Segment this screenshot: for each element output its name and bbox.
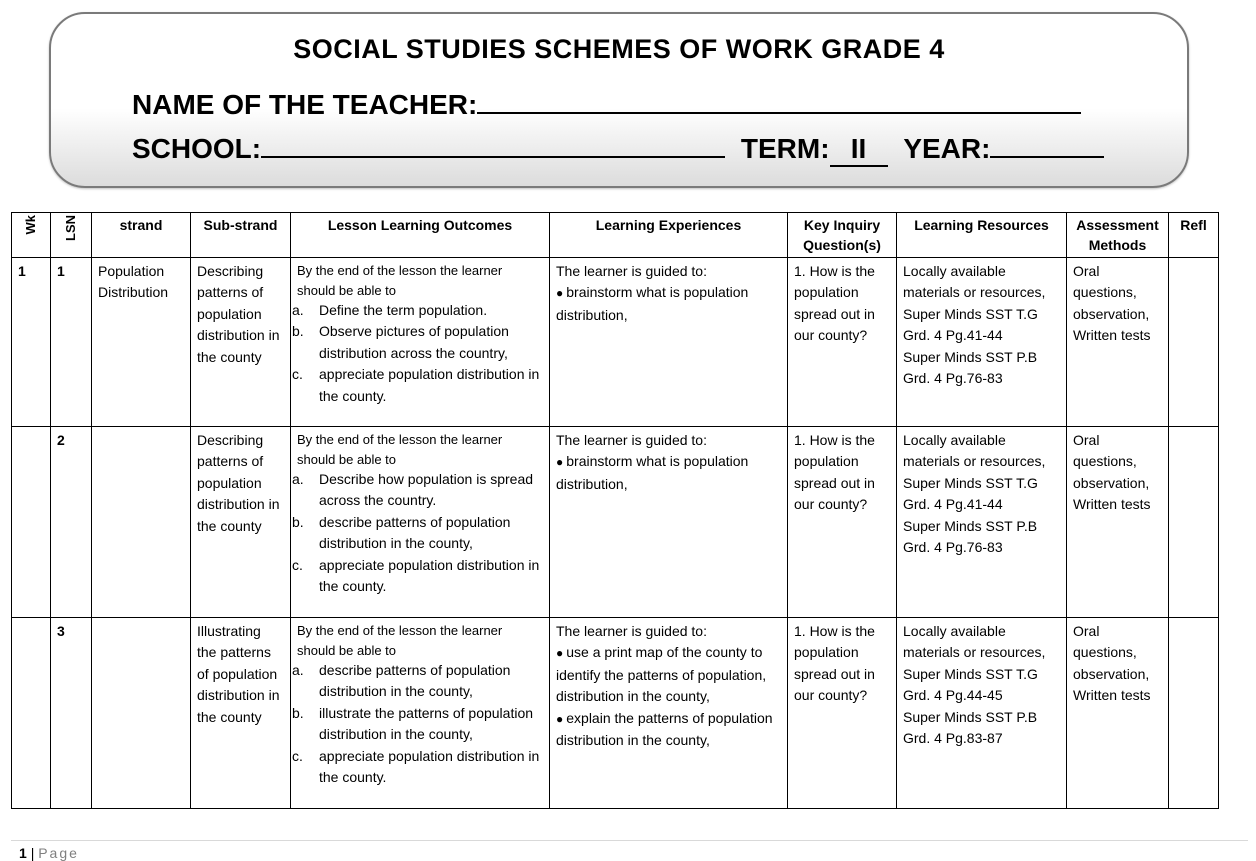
outcome-item: c. appreciate population distribution in the county. (292, 747, 540, 786)
inquiry-cell: 1. How is the population spread out in our county? (788, 427, 897, 618)
col-inquiry: Key Inquiry Question(s) (788, 213, 897, 258)
experiences-intro: The learner is guided to: (556, 432, 707, 448)
resource-item: Locally available materials or resources, (903, 263, 1046, 301)
page-number: 1 (19, 845, 27, 861)
table-row (12, 427, 1219, 618)
outcome-item: b. describe patterns of population distribution in the county, (292, 513, 511, 552)
resource-item: Locally available materials or resources, (903, 432, 1046, 470)
outcome-item: a. describe patterns of population distribution in the county, (292, 662, 511, 700)
document-header (49, 12, 1189, 188)
school-label: SCHOOL: (132, 133, 262, 164)
outcomes-intro: By the end of the lesson the learner should be able to (297, 263, 503, 298)
inquiry-cell: 1. How is the population spread out in our county? (788, 258, 897, 427)
bullet-icon: ● (556, 455, 564, 470)
school-line (132, 132, 1104, 167)
table-header-row (12, 213, 1219, 258)
reflection-cell[interactable] (1169, 618, 1219, 809)
outcome-item: a. Define the term population. (292, 302, 488, 318)
resources-cell (897, 618, 1067, 809)
outcome-item: c. appreciate population distribution in the county. (292, 366, 540, 404)
resource-item: Super Minds SST P.B Grd. 4 Pg.83-87 (903, 708, 1038, 747)
outcomes-cell (291, 618, 550, 809)
col-experiences: Learning Experiences (550, 213, 788, 258)
outcomes-intro: By the end of the lesson the learner should be able to (297, 623, 503, 658)
page-word: Page (38, 845, 79, 861)
resource-item: Super Minds SST P.B Grd. 4 Pg.76-83 (903, 348, 1038, 387)
sub-strand-cell: Illustrating the patterns of population distribution in the county (191, 618, 291, 809)
resource-item: Super Minds SST T.G Grd. 4 Pg.41-44 (903, 305, 1038, 344)
year-label: YEAR: (903, 133, 991, 164)
sub-strand-cell: Describing patterns of population distribution in the county (191, 427, 291, 618)
bullet-icon: ● (556, 286, 564, 301)
page-footer (19, 845, 79, 861)
outcomes-intro: By the end of the lesson the learner should be able to (297, 432, 503, 467)
outcome-item: b. Observe pictures of population distribution across the country, (292, 323, 509, 361)
col-reflection: Refl (1169, 213, 1219, 258)
col-lsn: LSN (51, 213, 92, 258)
experiences-cell (550, 427, 788, 618)
col-strand: strand (92, 213, 191, 258)
resource-item: Super Minds SST P.B Grd. 4 Pg.76-83 (903, 517, 1038, 556)
assessment-cell: Oral questions, observation, Written tests (1067, 258, 1169, 427)
teacher-label: NAME OF THE TEACHER: (132, 89, 478, 120)
outcomes-cell (291, 427, 550, 618)
experience-item: ● brainstorm what is population distribution, (556, 284, 749, 323)
col-wk: Wk (12, 213, 51, 258)
reflection-cell[interactable] (1169, 258, 1219, 427)
resource-item: Super Minds SST T.G Grd. 4 Pg.44-45 (903, 665, 1038, 704)
page-separator: | (30, 845, 35, 861)
teacher-line (132, 88, 1081, 121)
wk-cell (12, 618, 51, 809)
outcomes-cell (291, 258, 550, 427)
reflection-cell[interactable] (1169, 427, 1219, 618)
wk-cell: 1 (12, 258, 51, 427)
strand-cell (92, 427, 191, 618)
resource-item: Locally available materials or resources, (903, 623, 1046, 661)
outcome-item: a. Describe how population is spread across the country. (292, 471, 534, 509)
resource-item: Super Minds SST T.G Grd. 4 Pg.41-44 (903, 474, 1038, 513)
outcome-item: c. appreciate population distribution in the county. (292, 556, 540, 595)
lsn-cell: 2 (51, 427, 92, 618)
strand-cell (92, 618, 191, 809)
inquiry-cell: 1. How is the population spread out in our county? (788, 618, 897, 809)
year-blank[interactable] (990, 132, 1104, 158)
teacher-blank[interactable] (477, 88, 1081, 114)
experience-item: ● explain the patterns of population distribution in the county, (556, 709, 773, 749)
experiences-intro: The learner is guided to: (556, 623, 707, 639)
col-assessment: Assessment Methods (1067, 213, 1169, 258)
col-resources: Learning Resources (897, 213, 1067, 258)
table-row (12, 258, 1219, 427)
resources-cell (897, 427, 1067, 618)
schemes-table (11, 212, 1219, 809)
bullet-icon: ● (556, 711, 564, 726)
experience-item: ● use a print map of the county to identify the patterns of population, distribution in the county, (556, 644, 767, 705)
col-outcomes: Lesson Learning Outcomes (291, 213, 550, 258)
resources-cell (897, 258, 1067, 427)
assessment-cell: Oral questions, observation, Written tests (1067, 427, 1169, 618)
term-label: TERM: (740, 133, 830, 164)
bullet-icon: ● (556, 646, 564, 661)
outcome-item: b. illustrate the patterns of population distribution in the county, (292, 704, 534, 743)
outcomes-list (292, 300, 543, 407)
experiences-cell (550, 618, 788, 809)
experiences-intro: The learner is guided to: (556, 263, 707, 279)
document-title: SOCIAL STUDIES SCHEMES OF WORK GRADE 4 (293, 34, 945, 64)
col-sub-strand: Sub-strand (191, 213, 291, 258)
school-blank[interactable] (261, 132, 725, 158)
term-value: II (830, 133, 888, 167)
lsn-cell: 1 (51, 258, 92, 427)
assessment-cell: Oral questions, observation, Written tests (1067, 618, 1169, 809)
wk-cell (12, 427, 51, 618)
table-row (12, 618, 1219, 809)
sub-strand-cell: Describing patterns of population distribution in the county (191, 258, 291, 427)
experience-item: ● brainstorm what is population distribution, (556, 453, 749, 492)
footer-divider (11, 840, 1248, 841)
experiences-cell (550, 258, 788, 427)
outcomes-list (292, 469, 543, 597)
outcomes-list (292, 660, 543, 788)
strand-cell: Population Distribution (92, 258, 191, 427)
lsn-cell: 3 (51, 618, 92, 809)
